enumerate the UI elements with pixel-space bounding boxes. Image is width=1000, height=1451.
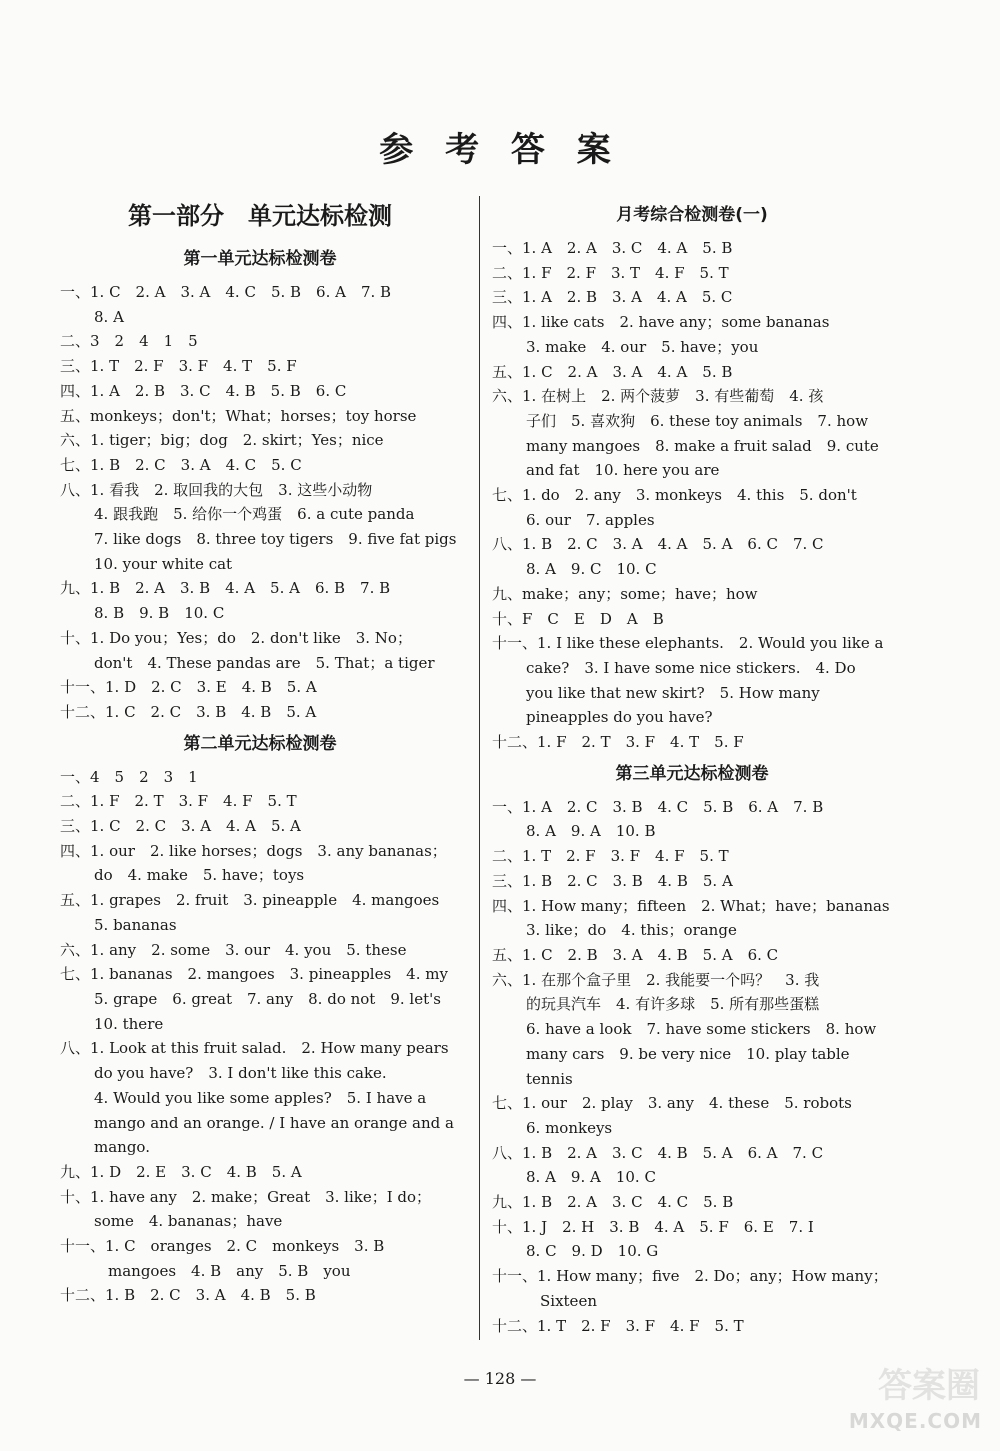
answer-line: 7. like dogs 8. three toy tigers 9. five fat pigs <box>94 530 457 549</box>
part-heading: 第一部分 单元达标检测 <box>128 202 392 230</box>
answer-line: 4. 跟我跑 5. 给你一个鸡蛋 6. a cute panda <box>94 505 415 524</box>
page-title: 参 考 答 案 <box>379 130 621 170</box>
answer-line: 十一、1. D 2. C 3. E 4. B 5. A <box>60 678 317 697</box>
answer-line: 六、1. tiger；big；dog 2. skirt；Yes；nice <box>60 431 384 450</box>
answer-line: and fat 10. here you are <box>526 461 720 480</box>
answer-line: 8. A 9. A 10. C <box>526 1168 656 1187</box>
answer-line: 4. Would you like some apples? 5. I have a <box>94 1088 427 1107</box>
answer-line: 五、monkeys；don't；What；horses；toy horse <box>60 406 417 425</box>
watermark-logo: 答案圈 <box>878 1366 980 1406</box>
answer-line: pineapples do you have? <box>526 708 713 727</box>
answer-line: 七、1. our 2. play 3. any 4. these 5. robots <box>492 1094 852 1113</box>
answer-line: 四、1. A 2. B 3. C 4. B 5. B 6. C <box>60 381 347 400</box>
answer-line: 五、1. C 2. A 3. A 4. A 5. B <box>492 362 733 381</box>
answer-line: 八、1. B 2. A 3. C 4. B 5. A 6. A 7. C <box>492 1143 824 1162</box>
answer-line: 十、F C E D A B <box>492 609 664 628</box>
answer-line: 七、1. bananas 2. mangoes 3. pineapples 4. my <box>60 965 448 984</box>
answer-line: 的玩具汽车 4. 有许多球 5. 所有那些蛋糕 <box>526 995 820 1014</box>
answer-line: Sixteen <box>540 1291 597 1310</box>
answer-line: 九、1. D 2. E 3. C 4. B 5. A <box>60 1162 302 1181</box>
answer-line: 十二、1. F 2. T 3. F 4. T 5. F <box>492 733 744 752</box>
answer-line: do you have? 3. I don't like this cake. <box>94 1064 387 1083</box>
answer-line: 二、1. F 2. F 3. T 4. F 5. T <box>492 263 729 282</box>
section-heading: 第一单元达标检测卷 <box>183 249 337 269</box>
answer-line: 8. B 9. B 10. C <box>94 604 225 623</box>
answer-line: don't 4. These pandas are 5. That；a tiger <box>94 653 435 672</box>
answer-line: 六、1. 在那个盒子里 2. 我能要一个吗？ 3. 我 <box>492 970 820 989</box>
section-heading: 第三单元达标检测卷 <box>615 763 769 784</box>
answer-line: 8. C 9. D 10. G <box>526 1242 659 1261</box>
column-divider <box>479 196 480 1340</box>
answer-line: 十一、1. I like these elephants. 2. Would you like a <box>492 634 884 653</box>
answer-line: some 4. bananas；have <box>94 1212 283 1231</box>
answer-line: 九、1. B 2. A 3. B 4. A 5. A 6. B 7. B <box>60 579 391 598</box>
right-column <box>492 196 892 1338</box>
answer-line: 十、1. J 2. H 3. B 4. A 5. F 6. E 7. I <box>492 1217 814 1236</box>
answer-line: 6. monkeys <box>526 1118 613 1137</box>
answer-line: 8. A 9. C 10. C <box>526 560 657 579</box>
answer-line: 一、1. C 2. A 3. A 4. C 5. B 6. A 7. B <box>60 283 392 301</box>
watermark <box>842 1363 992 1443</box>
answer-line: 10. there <box>94 1014 164 1033</box>
answer-line: 四、1. our 2. like horses；dogs 3. any bananas； <box>60 841 447 860</box>
left-column <box>60 196 460 1308</box>
answer-line: mango and an orange. / I have an orange and a <box>94 1113 454 1132</box>
answer-line: 十二、1. C 2. C 3. B 4. B 5. A <box>60 702 317 721</box>
answer-line: 十、1. have any 2. make；Great 3. like；I do； <box>60 1187 432 1206</box>
answer-line: 七、1. B 2. C 3. A 4. C 5. C <box>60 455 302 474</box>
answer-line: 四、1. How many；fifteen 2. What；have；bananas <box>492 896 890 915</box>
section-heading: 月考综合检测卷(一) <box>616 205 768 225</box>
answer-line: 八、1. B 2. C 3. A 4. A 5. A 6. C 7. C <box>492 535 824 554</box>
answer-line: 六、1. 在树上 2. 两个菠萝 3. 有些葡萄 4. 孩 <box>492 387 824 406</box>
answer-line: 五、1. C 2. B 3. A 4. B 5. A 6. C <box>492 945 779 964</box>
answer-line: 四、1. like cats 2. have any；some bananas <box>492 313 830 332</box>
answer-line: mangoes 4. B any 5. B you <box>108 1261 351 1280</box>
answer-line: 十一、1. How many；five 2. Do；any；How many； <box>492 1267 888 1286</box>
page-number: — 128 — <box>463 1369 537 1388</box>
answer-line: 二、1. F 2. T 3. F 4. F 5. T <box>60 792 297 811</box>
answer-line: 三、1. B 2. C 3. B 4. B 5. A <box>492 871 733 890</box>
answer-line: you like that new skirt? 5. How many <box>526 683 820 702</box>
answer-line: 十二、1. T 2. F 3. F 4. F 5. T <box>492 1316 744 1335</box>
right-sections <box>492 200 892 1338</box>
answer-line: many mangoes 8. make a fruit salad 9. cute <box>526 436 879 455</box>
answer-line: 3. make 4. our 5. have；you <box>526 337 759 356</box>
answer-line: 五、1. grapes 2. fruit 3. pineapple 4. mangoes <box>60 891 440 910</box>
answer-line: do 4. make 5. have；toys <box>94 866 305 885</box>
answer-line: 八、1. 看我 2. 取回我的大包 3. 这些小动物 <box>60 480 373 499</box>
answer-line: 十二、1. B 2. C 3. A 4. B 5. B <box>60 1286 316 1305</box>
answer-line: 6. have a look 7. have some stickers 8. how <box>526 1020 877 1039</box>
watermark-text: MXQE.COM <box>848 1409 982 1433</box>
answer-line: 一、1. A 2. A 3. C 4. A 5. B <box>492 239 733 257</box>
answer-line: 5. bananas <box>94 915 177 934</box>
answer-line: 子们 5. 喜欢狗 6. these toy animals 7. how <box>526 411 869 430</box>
answer-line: 8. A <box>94 307 124 326</box>
section-heading: 第二单元达标检测卷 <box>183 733 337 754</box>
answer-line: 10. your white cat <box>94 554 233 573</box>
answer-line: many cars 9. be very nice 10. play table <box>526 1044 850 1063</box>
answer-line: cake? 3. I have some nice stickers. 4. Do <box>526 658 856 677</box>
answer-line: 一、1. A 2. C 3. B 4. C 5. B 6. A 7. B <box>492 797 824 816</box>
answer-line: 十、1. Do you；Yes；do 2. don't like 3. No； <box>60 628 412 647</box>
answer-line: 九、make；any；some；have；how <box>492 584 758 603</box>
answer-line: 九、1. B 2. A 3. C 4. C 5. B <box>492 1193 734 1212</box>
left-sections <box>60 244 460 1308</box>
answer-line: 七、1. do 2. any 3. monkeys 4. this 5. don't <box>492 486 857 505</box>
answer-line: 6. our 7. apples <box>526 510 655 529</box>
answer-line: 二、1. T 2. F 3. F 4. F 5. T <box>492 847 729 866</box>
answer-line: 8. A 9. A 10. B <box>526 822 656 841</box>
answer-line: 三、1. T 2. F 3. F 4. T 5. F <box>60 357 297 376</box>
answer-line: 5. grape 6. great 7. any 8. do not 9. let's <box>94 989 441 1008</box>
answer-line: 一、4 5 2 3 1 <box>60 767 198 786</box>
answer-line: 十一、1. C oranges 2. C monkeys 3. B <box>60 1237 385 1256</box>
answer-line: mango. <box>94 1138 150 1157</box>
answer-line: tennis <box>526 1069 573 1088</box>
answer-line: 三、1. A 2. B 3. A 4. A 5. C <box>492 288 733 307</box>
answer-line: 六、1. any 2. some 3. our 4. you 5. these <box>60 940 407 959</box>
answer-line: 八、1. Look at this fruit salad. 2. How many pears <box>60 1039 449 1058</box>
answer-line: 三、1. C 2. C 3. A 4. A 5. A <box>60 817 301 836</box>
answer-line: 二、3 2 4 1 5 <box>60 332 198 351</box>
answer-line: 3. like；do 4. this；orange <box>526 921 737 940</box>
